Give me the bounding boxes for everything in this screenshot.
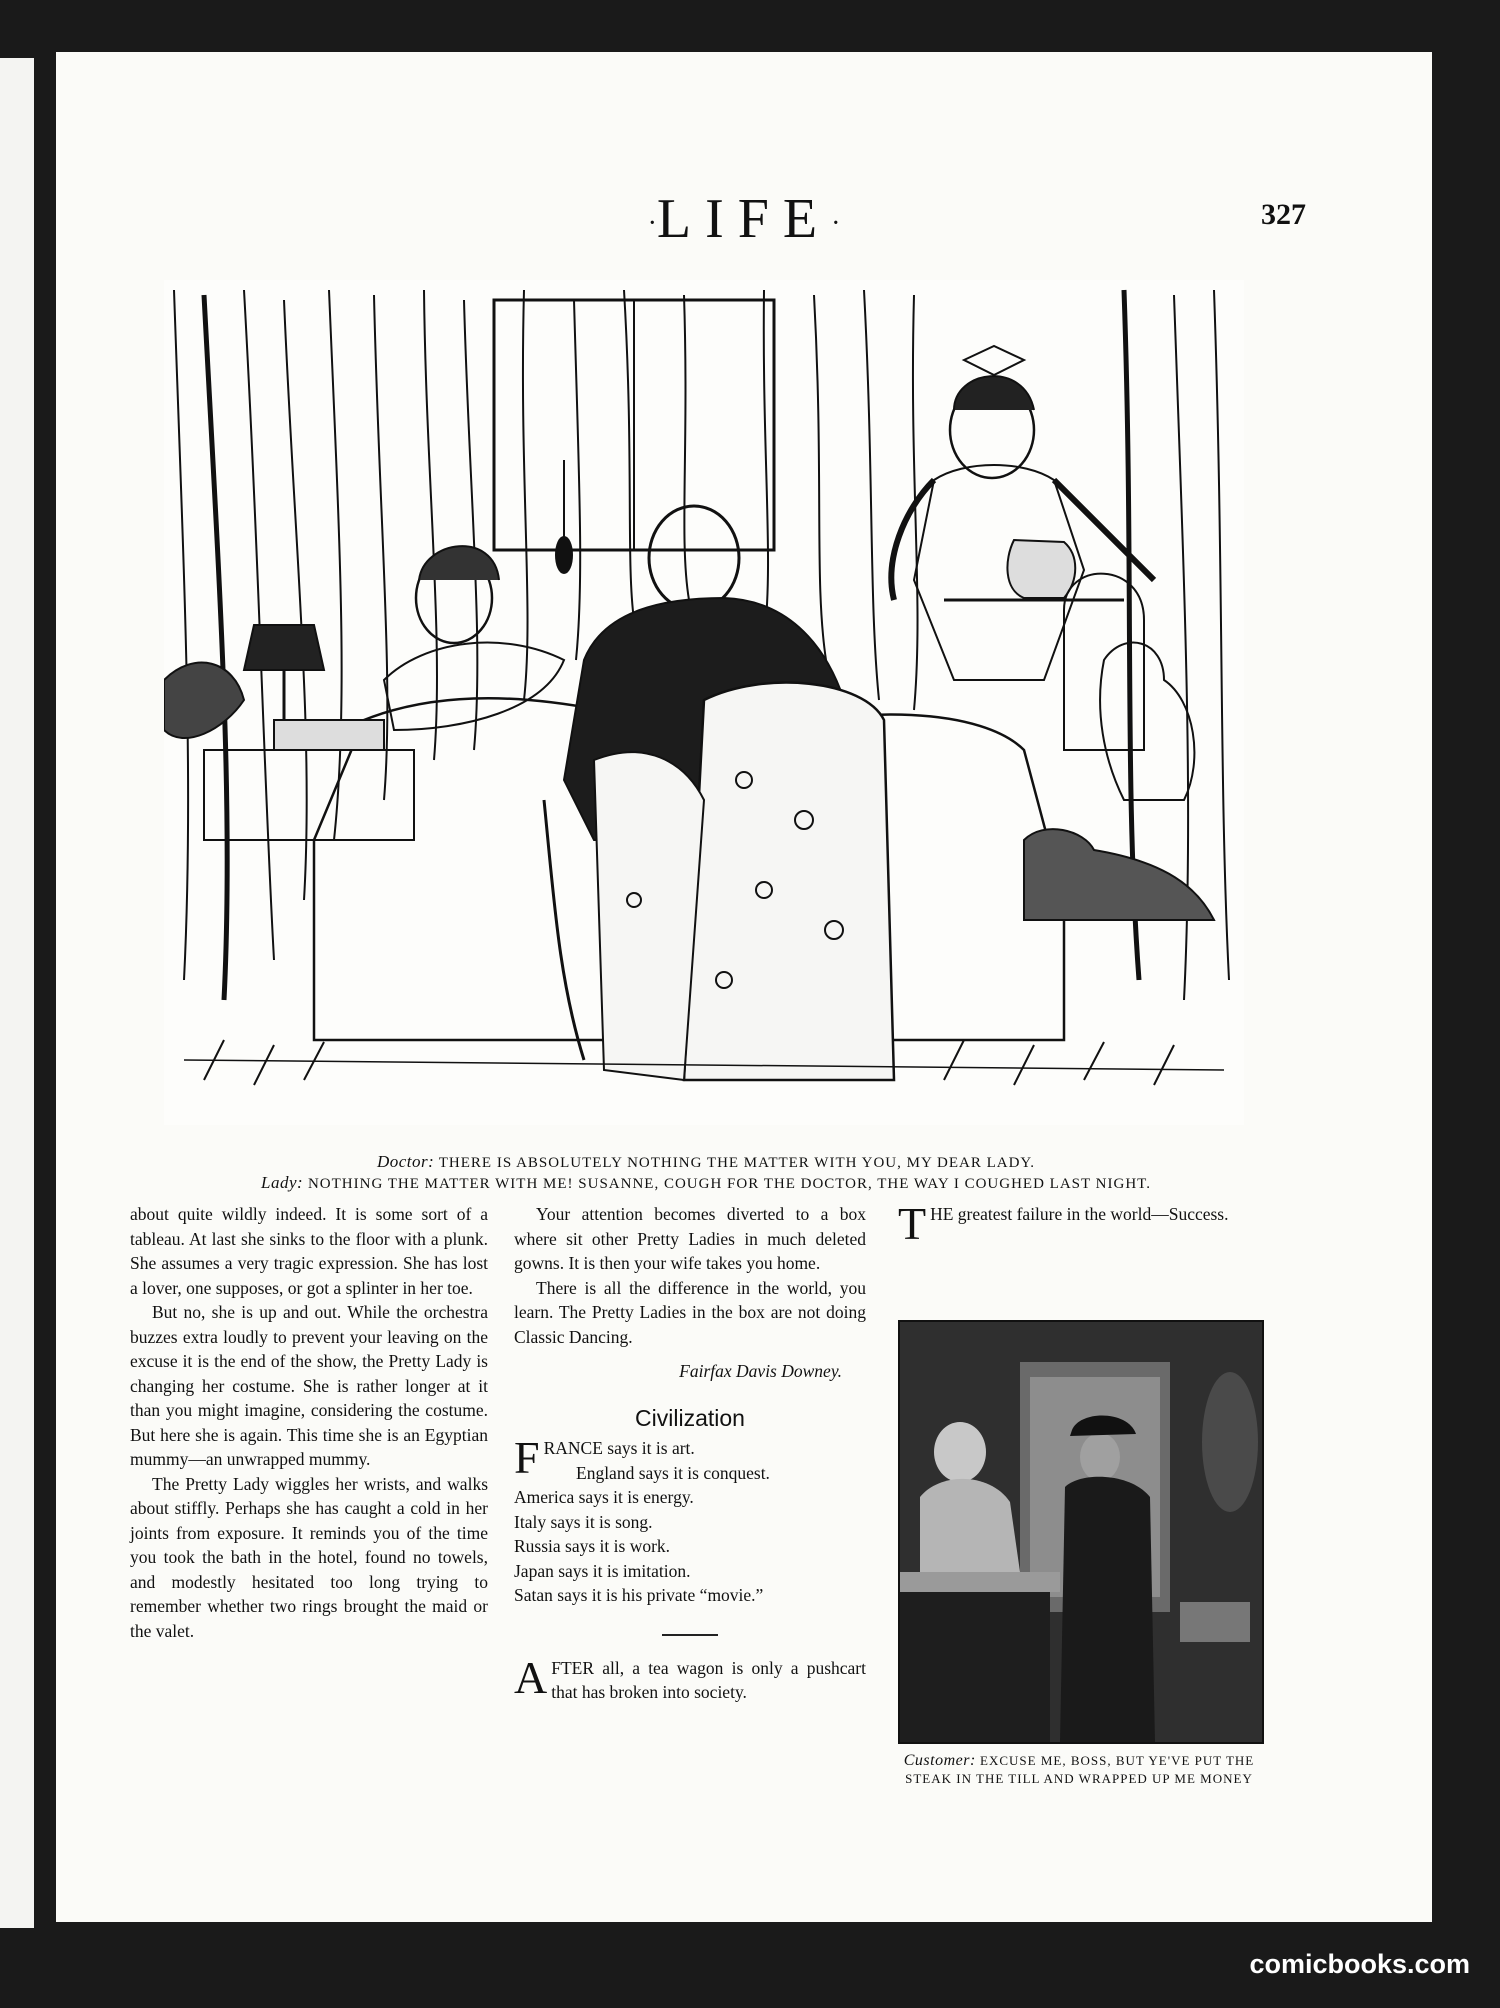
article-paragraph: about quite wildly indeed. It is some sort of a tableau. At last she sinks to the floor with a plunk. She assumes a very tragic expression. She has lost a lover, one supposes, or got a splinter in her toe. xyxy=(130,1204,488,1298)
masthead-dot-left: · xyxy=(647,208,657,240)
caption-lady-speaker: Lady: xyxy=(261,1173,304,1192)
caption-doctor-line xyxy=(176,1152,1236,1173)
masthead-dot-right: · xyxy=(831,208,841,240)
epigram xyxy=(898,1198,1258,1249)
halftone-illustration xyxy=(898,1320,1264,1744)
author-signature: Fairfax Davis Downey. xyxy=(679,1361,842,1381)
epigram-dropcap: T xyxy=(898,1198,927,1249)
caption-doctor-speaker: Doctor: xyxy=(376,1152,435,1171)
article-paragraph: But no, she is up and out. While the orchestra buzzes extra loudly to prevent your leaving on the excuse it is the end of the show, the Pretty Lady is changing her costume. She is rather longer at it than you might imagine, considering the costume. But here she is again. This time she is an Egyptian mummy—an unwrapped mummy. xyxy=(130,1302,488,1469)
facing-page-edge xyxy=(0,58,34,1928)
masthead xyxy=(56,187,1432,251)
poem-dropcap: F xyxy=(514,1432,540,1483)
magazine-page xyxy=(56,52,1432,1922)
article-paragraph: Your attention becomes diverted to a box where sit other Pretty Ladies in much deleted gowns. It is then your wife takes you home. xyxy=(514,1204,866,1273)
photo-caption xyxy=(896,1752,1262,1788)
page-number: 327 xyxy=(1261,198,1306,231)
cartoon-caption xyxy=(176,1152,1236,1194)
article-paragraph: There is all the difference in the world, you learn. The Pretty Ladies in the box are not doing Classic Dancing. xyxy=(514,1277,866,1347)
masthead-title: LIFE xyxy=(656,188,832,250)
article-column-left xyxy=(130,1202,488,1643)
epigram-text: HE greatest failure in the world—Success. xyxy=(930,1204,1229,1224)
article-paragraph: The Pretty Lady wiggles her wrists, and walks about stiffly. Perhaps she has caught a cold in her joints from exposure. It reminds you of the time you took the bath in the hotel, found no towels, and modestly hesitated too long trying to remember whether two rings brought the maid or the valet. xyxy=(130,1473,488,1641)
joke-text: FTER all, a tea wagon is only a pushcart that has broken into society. xyxy=(551,1657,866,1702)
photo-caption-speaker: Customer: xyxy=(903,1752,976,1769)
poem-line: Russia says it is work. xyxy=(514,1536,671,1556)
poem-line: Japan says it is imitation. xyxy=(514,1560,691,1581)
poem-line: Satan says it is his private “movie.” xyxy=(514,1585,764,1605)
section-divider xyxy=(662,1634,718,1636)
poem-line: RANCE says it is art. xyxy=(543,1438,695,1458)
caption-doctor-text: THERE IS ABSOLUTELY NOTHING THE MATTER WITH YOU, MY DEAR LADY. xyxy=(438,1155,1036,1171)
article-column-middle xyxy=(514,1202,866,1705)
poem-title: Civilization xyxy=(635,1404,745,1431)
poem-line: Italy says it is song. xyxy=(514,1511,653,1532)
cartoon-illustration xyxy=(164,280,1244,1125)
joke-dropcap: A xyxy=(514,1651,548,1703)
photo-caption-text: EXCUSE ME, BOSS, BUT YE'VE PUT THE STEAK IN THE TILL AND WRAPPED UP ME MONEY xyxy=(905,1753,1255,1786)
site-watermark: comicbooks.com xyxy=(1249,1949,1470,1979)
poem-line: America says it is energy. xyxy=(514,1487,694,1507)
poem xyxy=(514,1432,866,1608)
article-column-right xyxy=(898,1198,1258,1249)
caption-lady-line xyxy=(176,1173,1236,1194)
poem-line: England says it is conquest. xyxy=(576,1462,770,1483)
caption-lady-text: NOTHING THE MATTER WITH ME! SUSANNE, COUGH FOR THE DOCTOR, THE WAY I COUGHED LAST NIGHT. xyxy=(307,1176,1151,1192)
joke-paragraph xyxy=(514,1651,866,1705)
